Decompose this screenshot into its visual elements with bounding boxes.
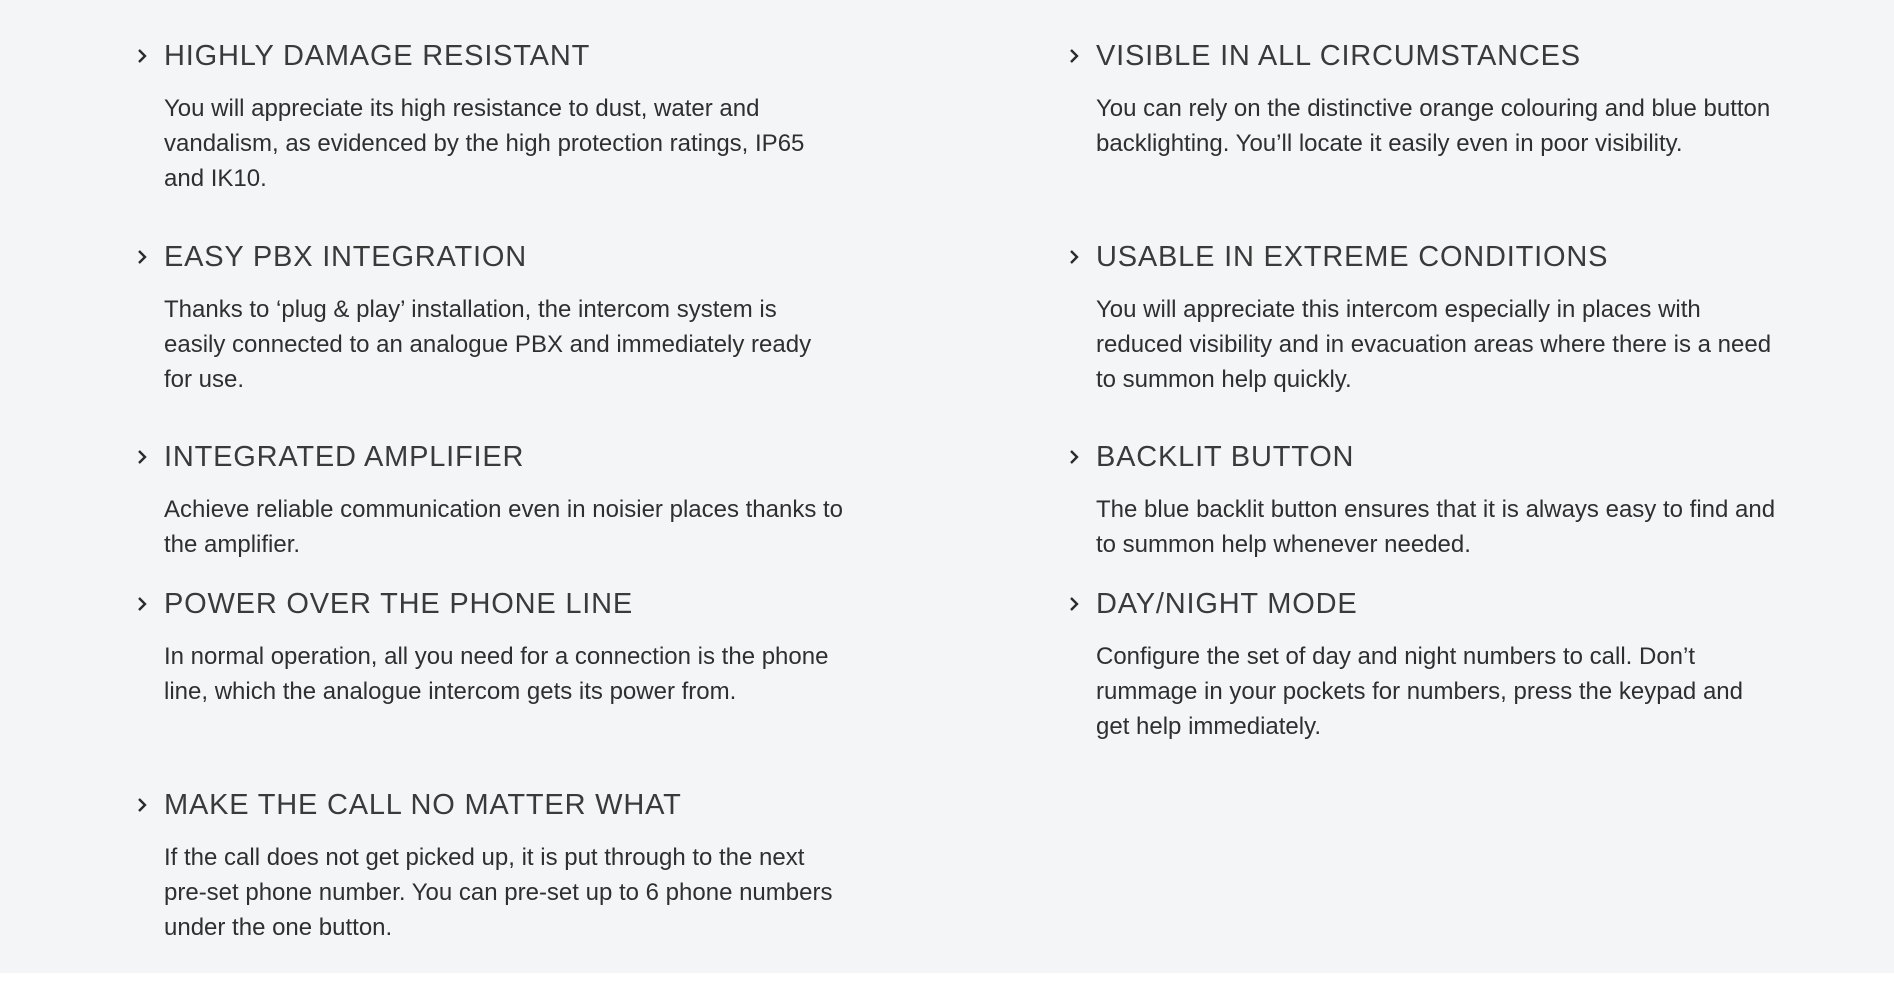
feature-title: POWER OVER THE PHONE LINE (164, 588, 634, 620)
chevron-right-icon[interactable] (1067, 590, 1083, 618)
feature-item-damage-resistant[interactable] (135, 38, 855, 196)
feature-description: In normal operation, all you need for a connection is the phone line, which the analogue intercom gets its power from. (164, 643, 829, 705)
chevron-right-icon[interactable] (135, 42, 151, 70)
feature-description: You will appreciate its high resistance to dust, water and vandalism, as evidenced by the high protection ratings, IP65 and IK10. (164, 95, 805, 192)
feature-item-make-the-call[interactable] (135, 787, 855, 945)
chevron-right-icon[interactable] (1067, 243, 1083, 271)
feature-heading[interactable] (135, 586, 855, 622)
chevron-right-icon[interactable] (135, 590, 151, 618)
feature-item-pbx-integration[interactable] (135, 239, 855, 397)
feature-heading[interactable] (1067, 586, 1787, 622)
feature-description: Achieve reliable communication even in noisier places thanks to the amplifier. (164, 496, 844, 558)
chevron-right-icon[interactable] (1067, 42, 1083, 70)
feature-title: BACKLIT BUTTON (1096, 441, 1355, 473)
chevron-right-icon[interactable] (1067, 443, 1083, 471)
feature-description: Configure the set of day and night numbers to call. Don’t rummage in your pockets for numbers, press the keypad and get help immediately. (1096, 643, 1743, 740)
feature-item-extreme-conditions[interactable] (1067, 239, 1787, 397)
feature-item-integrated-amplifier[interactable] (135, 439, 855, 562)
feature-item-day-night-mode[interactable] (1067, 586, 1787, 744)
feature-title: HIGHLY DAMAGE RESISTANT (164, 40, 591, 72)
feature-description: You can rely on the distinctive orange colouring and blue button backlighting. You’ll locate it easily even in poor visibility. (1096, 95, 1771, 157)
feature-title: EASY PBX INTEGRATION (164, 241, 528, 273)
feature-description: Thanks to ‘plug & play’ installation, the intercom system is easily connected to an analogue PBX and immediately ready for use. (164, 296, 812, 393)
feature-title: MAKE THE CALL NO MATTER WHAT (164, 789, 682, 821)
feature-title: DAY/NIGHT MODE (1096, 588, 1358, 620)
feature-item-backlit-button[interactable] (1067, 439, 1787, 562)
feature-title: VISIBLE IN ALL CIRCUMSTANCES (1096, 40, 1581, 72)
chevron-right-icon[interactable] (135, 791, 151, 819)
feature-item-visible-in-all-circumstances[interactable] (1067, 38, 1787, 161)
feature-heading[interactable] (135, 38, 855, 74)
feature-description: You will appreciate this intercom especially in places with reduced visibility and in evacuation areas where there is a need to summon help quickly. (1096, 296, 1772, 393)
feature-heading[interactable] (135, 439, 855, 475)
chevron-right-icon[interactable] (135, 243, 151, 271)
feature-description: The blue backlit button ensures that it is always easy to find and to summon help whenever needed. (1096, 496, 1776, 558)
feature-heading[interactable] (1067, 38, 1787, 74)
feature-title: USABLE IN EXTREME CONDITIONS (1096, 241, 1609, 273)
feature-description: If the call does not get picked up, it is put through to the next pre-set phone number. You can pre-set up to 6 phone numbers under the one button. (164, 844, 833, 941)
feature-heading[interactable] (135, 239, 855, 275)
feature-title: INTEGRATED AMPLIFIER (164, 441, 525, 473)
feature-heading[interactable] (135, 787, 855, 823)
feature-heading[interactable] (1067, 439, 1787, 475)
chevron-right-icon[interactable] (135, 443, 151, 471)
feature-item-power-over-phone-line[interactable] (135, 586, 855, 709)
feature-heading[interactable] (1067, 239, 1787, 275)
